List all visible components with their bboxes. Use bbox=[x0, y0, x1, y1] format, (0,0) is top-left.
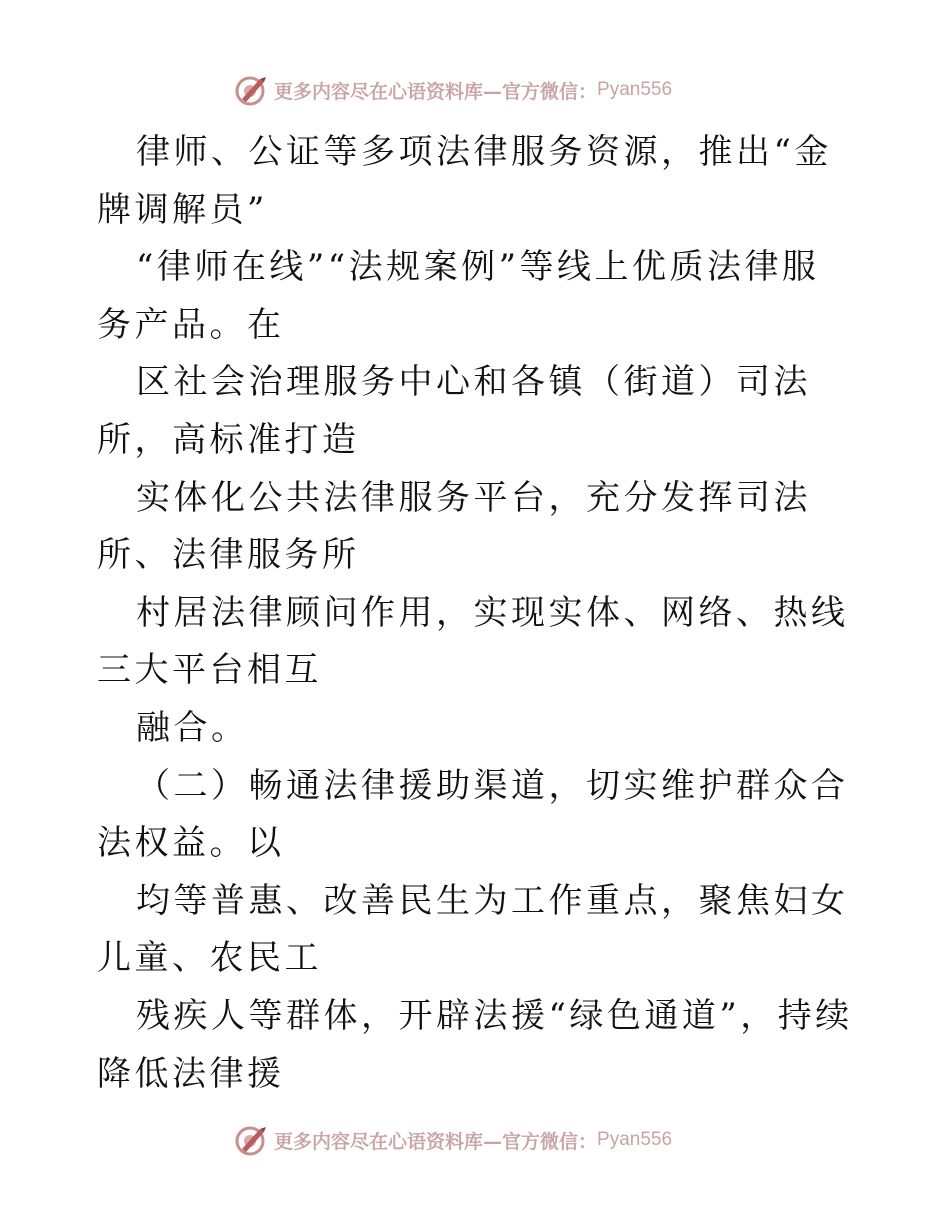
paragraph: 区社会治理服务中心和各镇（街道）司法所，高标准打造 bbox=[97, 362, 811, 460]
watermark-text: 更多内容尽在心语资料库—官方微信： bbox=[274, 80, 598, 103]
paragraph: 律师、公证等多项法律服务资源，推出“金牌调解员” bbox=[97, 132, 832, 230]
footer-watermark bbox=[234, 1122, 672, 1158]
paragraph: 残疾人等群体，开辟法援“绿色通道”，持续降低法律援 bbox=[97, 995, 853, 1094]
paragraph: 村居法律顾问作用，实现实体、网络、热线三大平台相互 bbox=[97, 592, 849, 691]
paragraph: （二）畅通法律援助渠道，切实维护群众合法权益。以 bbox=[97, 765, 849, 864]
paragraph: “律师在线”“法规案例”等线上优质法律服务产品。在 bbox=[97, 247, 820, 345]
watermark-handle: Pyan556 bbox=[597, 79, 673, 100]
paragraph: 融合。 bbox=[136, 707, 249, 748]
document-body bbox=[97, 124, 857, 1103]
pen-logo-icon bbox=[234, 1123, 268, 1157]
watermark-text: 更多内容尽在心语资料库—官方微信： bbox=[274, 1130, 598, 1153]
header-watermark bbox=[234, 72, 672, 108]
pen-logo-icon bbox=[234, 73, 268, 107]
paragraph: 实体化公共法律服务平台，充分发挥司法所、法律服务所 bbox=[97, 477, 811, 576]
paragraph: 均等普惠、改善民生为工作重点，聚焦妇女儿童、农民工 bbox=[97, 880, 849, 979]
watermark-handle: Pyan556 bbox=[597, 1129, 673, 1150]
